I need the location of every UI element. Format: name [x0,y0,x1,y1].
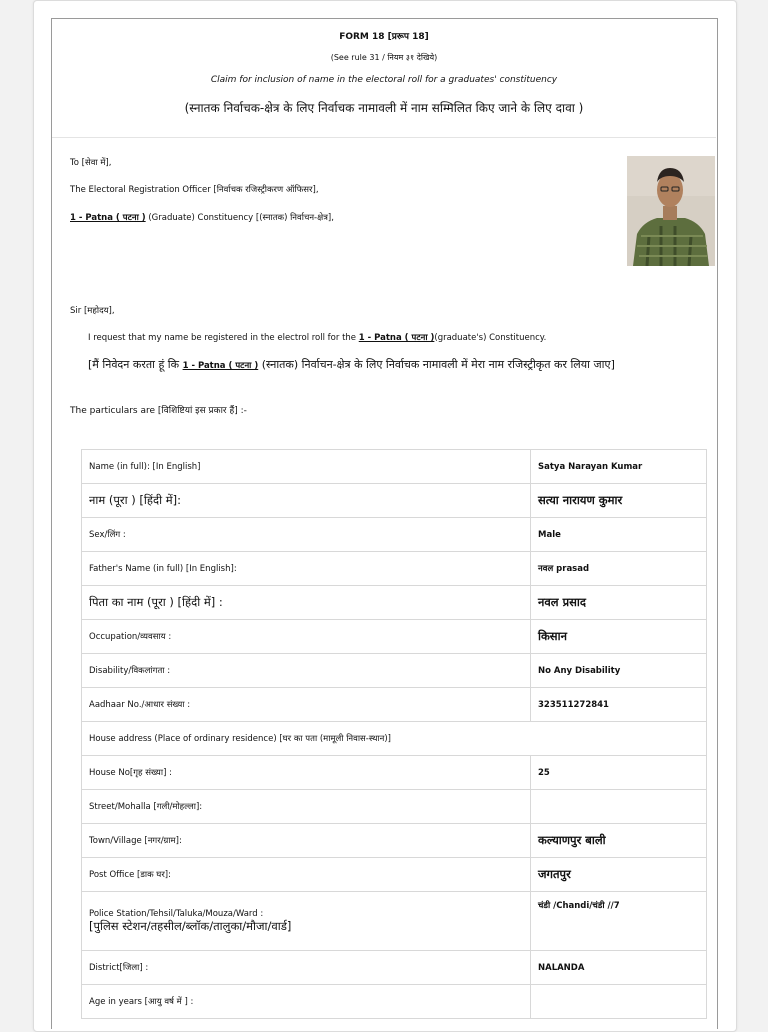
table-row [82,450,707,484]
table-row [82,824,707,858]
applicant-photo [627,156,715,266]
row-label: House address (Place of ordinary residence) [घर का पता (मामूली निवास-स्थान)] [82,722,707,756]
claim-hindi: (स्नातक निर्वाचक-क्षेत्र के लिए निर्वाचक नामावली में नाम सम्मिलित किए जाने के लिए दावा ) [184,101,584,115]
table-row [82,756,707,790]
row-value: नवल prasad [531,552,707,586]
row-value: कल्याणपुर बाली [531,824,707,858]
table-row [82,722,707,756]
row-label: Aadhaar No./आधार संख्या : [82,688,531,722]
form-header [52,19,716,138]
particulars-label-text: The particulars are [विशिष्टियां इस प्रकार हैं] :- [70,406,247,416]
row-value: No Any Disability [531,654,707,688]
row-value: Male [531,518,707,552]
request-hi-post: (स्नातक) निर्वाचन-क्षेत्र के लिए निर्वाचक नामावली में मेरा नाम रजिस्ट्रीकृत कर लिया जाए] [258,358,615,371]
row-label: Occupation/व्यवसाय : [82,620,531,654]
table-row [82,620,707,654]
row-label: Disability/विकलांगता : [82,654,531,688]
request-english [88,332,546,343]
row-value [531,790,707,824]
table-row [82,951,707,985]
row-label: Name (in full): [In English] [82,450,531,484]
salutation [70,305,115,316]
row-label: House No[गृह संख्या] : [82,756,531,790]
address-constituency [70,212,334,223]
table-row [82,858,707,892]
request-hi-pre: [मैं निवेदन करता हूं कि [88,358,183,371]
request-hindi [88,357,615,372]
table-row [82,484,707,518]
row-label: District[जिला] : [82,951,531,985]
row-label-hindi: [पुलिस स्टेशन/तहसील/ब्लॉक/तालुका/मौजा/वार्ड] [89,918,292,933]
constituency-rest: (Graduate) Constituency [(स्नातक) निर्वाचन-क्षेत्र], [145,213,334,223]
address-to [70,157,111,168]
address-to-text: To [सेवा में], [70,158,112,168]
row-label: Sex/लिंग : [82,518,531,552]
row-value: 323511272841 [531,688,707,722]
row-value: सत्या नारायण कुमार [531,484,707,518]
request-en-post: (graduate's) Constituency. [434,333,547,343]
table-row [82,985,707,1019]
address-officer-text: The Electoral Registration Officer [निर्वाचक रजिस्ट्रीकरण ऑफिसर], [70,185,319,195]
row-label: Post Office [डाक घर]: [82,858,531,892]
row-value [531,985,707,1019]
row-value: Satya Narayan Kumar [531,450,707,484]
row-label: Police Station/Tehsil/Taluka/Mouza/Ward : [89,908,264,919]
row-label: Town/Village [नगर/ग्राम]: [82,824,531,858]
table-row [82,552,707,586]
table-row [82,790,707,824]
claim-english: Claim for inclusion of name in the electoral roll for a graduates' constituency [210,75,558,85]
table-row [82,688,707,722]
constituency-name: 1 - Patna ( पटना ) [70,213,146,223]
request-en-pre: I request that my name be registered in the electrol roll for the [88,333,359,343]
row-value: NALANDA [531,951,707,985]
table-row [82,654,707,688]
particulars-label [70,403,247,416]
request-en-constituency: 1 - Patna ( पटना ) [358,333,435,343]
row-value: चंडी /Chandi/चंडी //7 [531,892,707,951]
row-value: किसान [531,620,707,654]
table-row [82,518,707,552]
particulars-table [81,449,707,1019]
address-officer [70,184,319,195]
salutation-text: Sir [महोदय], [70,306,115,316]
row-label: Street/Mohalla [गली/मोहल्ला]: [82,790,531,824]
row-label: नाम (पूरा ) [हिंदी में]: [82,484,531,518]
row-value: जगतपुर [531,858,707,892]
form-rule: (See rule 31 / नियम ३१ देखिये) [330,53,438,62]
table-row [82,892,707,951]
form-title: FORM 18 [प्ररूप 18] [339,32,429,42]
row-value: 25 [531,756,707,790]
request-hi-constituency: 1 - Patna ( पटना ) [182,361,259,371]
row-label: Father's Name (in full) [In English]: [82,552,531,586]
row-value: नवल प्रसाद [531,586,707,620]
table-row [82,586,707,620]
row-label-cell [82,892,531,951]
row-label: पिता का नाम (पूरा ) [हिंदी में] : [82,586,531,620]
row-label: Age in years [आयु वर्ष में ] : [82,985,531,1019]
